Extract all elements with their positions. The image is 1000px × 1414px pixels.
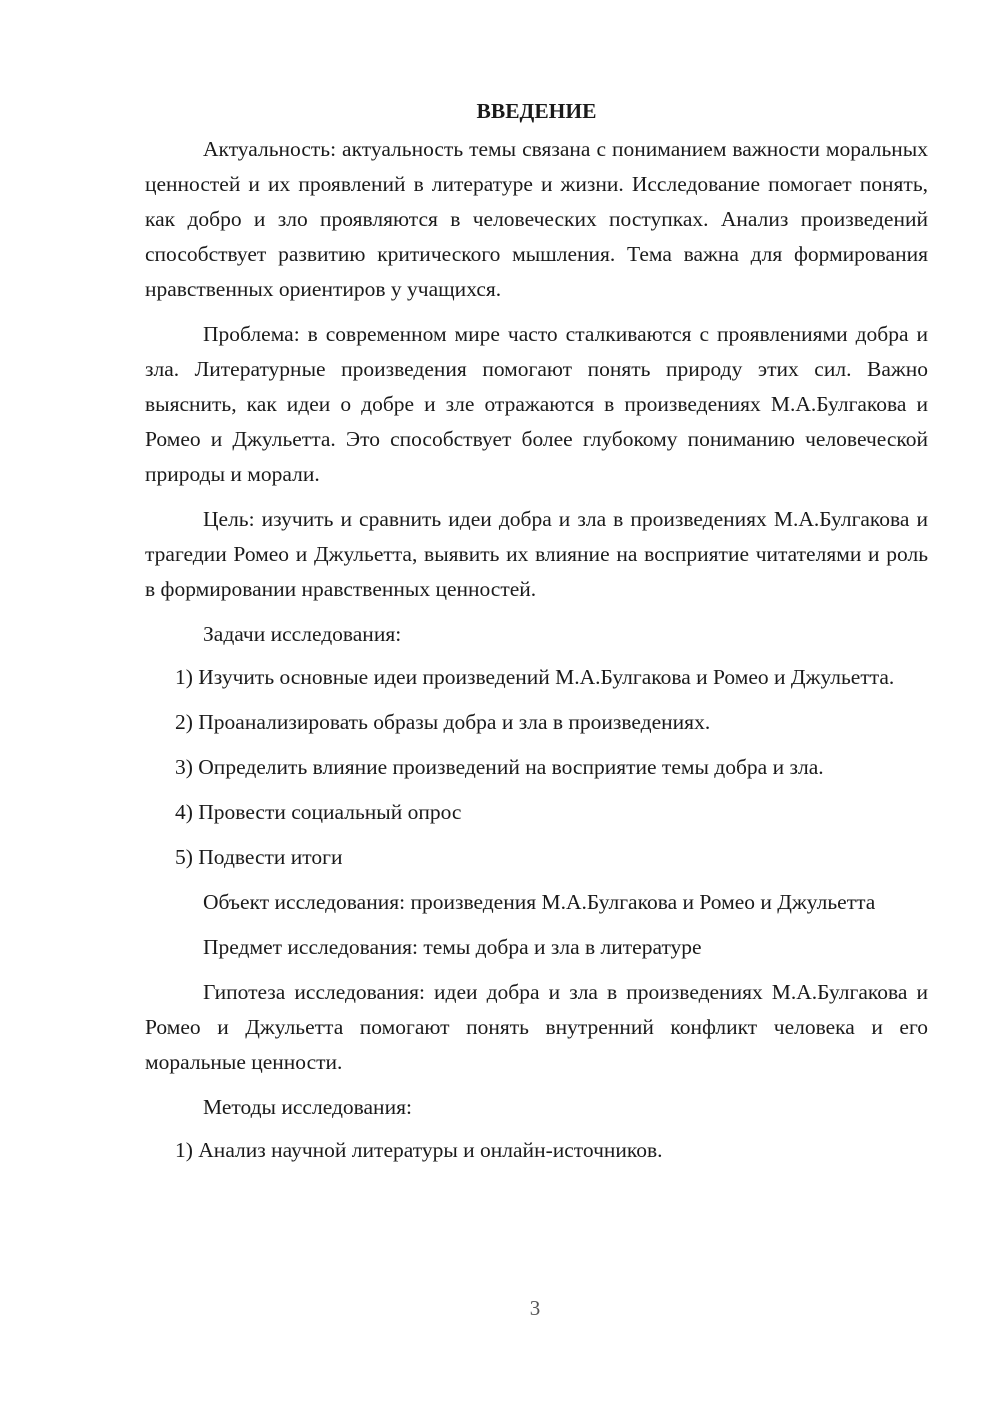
goal-paragraph: Цель: изучить и сравнить идеи добра и зла в произведениях М.А.Булгакова и трагедии Ромео и Джульетта, выявить их влияние на восприятие читателями и роль в формировании нравственных ценностей.: [145, 507, 928, 601]
task-item-4: 4) Провести социальный опрос: [175, 800, 462, 824]
tasks-heading: Задачи исследования:: [203, 622, 402, 646]
task-item-5: 5) Подвести итоги: [175, 845, 343, 869]
method-item-1: 1) Анализ научной литературы и онлайн-источников.: [175, 1138, 663, 1162]
methods-heading: Методы исследования:: [203, 1095, 412, 1119]
subject-paragraph: Предмет исследования: темы добра и зла в литературе: [203, 935, 702, 959]
relevance-paragraph: Актуальность: актуальность темы связана с пониманием важности моральных ценностей и их проявлений в литературе и жизни. Исследование помогает понять, как добро и зло проявляются в человеческих поступках. Анализ произведений способствует развитию критического мышления. Тема важна для формирования нравственных ориентиров у учащихся.: [145, 137, 928, 301]
section-title: ВВЕДЕНИЕ: [476, 99, 597, 123]
hypothesis-paragraph: Гипотеза исследования: идеи добра и зла в произведениях М.А.Булгакова и Ромео и Джульетта помогают понять внутренний конфликт человека и его моральные ценности.: [145, 980, 928, 1074]
problem-paragraph: Проблема: в современном мире часто сталкиваются с проявлениями добра и зла. Литературные произведения помогают понять природу этих сил. Важно выяснить, как идеи о добре и зле отражаются в произведениях М.А.Булгакова и Ромео и Джульетта. Это способствует более глубокому пониманию человеческой природы и морали.: [145, 322, 928, 486]
document-page: [145, 96, 928, 1178]
task-item-1: 1) Изучить основные идеи произведений М.А.Булгакова и Ромео и Джульетта.: [175, 665, 895, 689]
task-item-3: 3) Определить влияние произведений на восприятие темы добра и зла.: [175, 755, 824, 779]
object-paragraph: Объект исследования: произведения М.А.Булгакова и Ромео и Джульетта: [203, 890, 876, 914]
task-item-2: 2) Проанализировать образы добра и зла в произведениях.: [175, 710, 711, 734]
page-number: 3: [529, 1296, 541, 1320]
